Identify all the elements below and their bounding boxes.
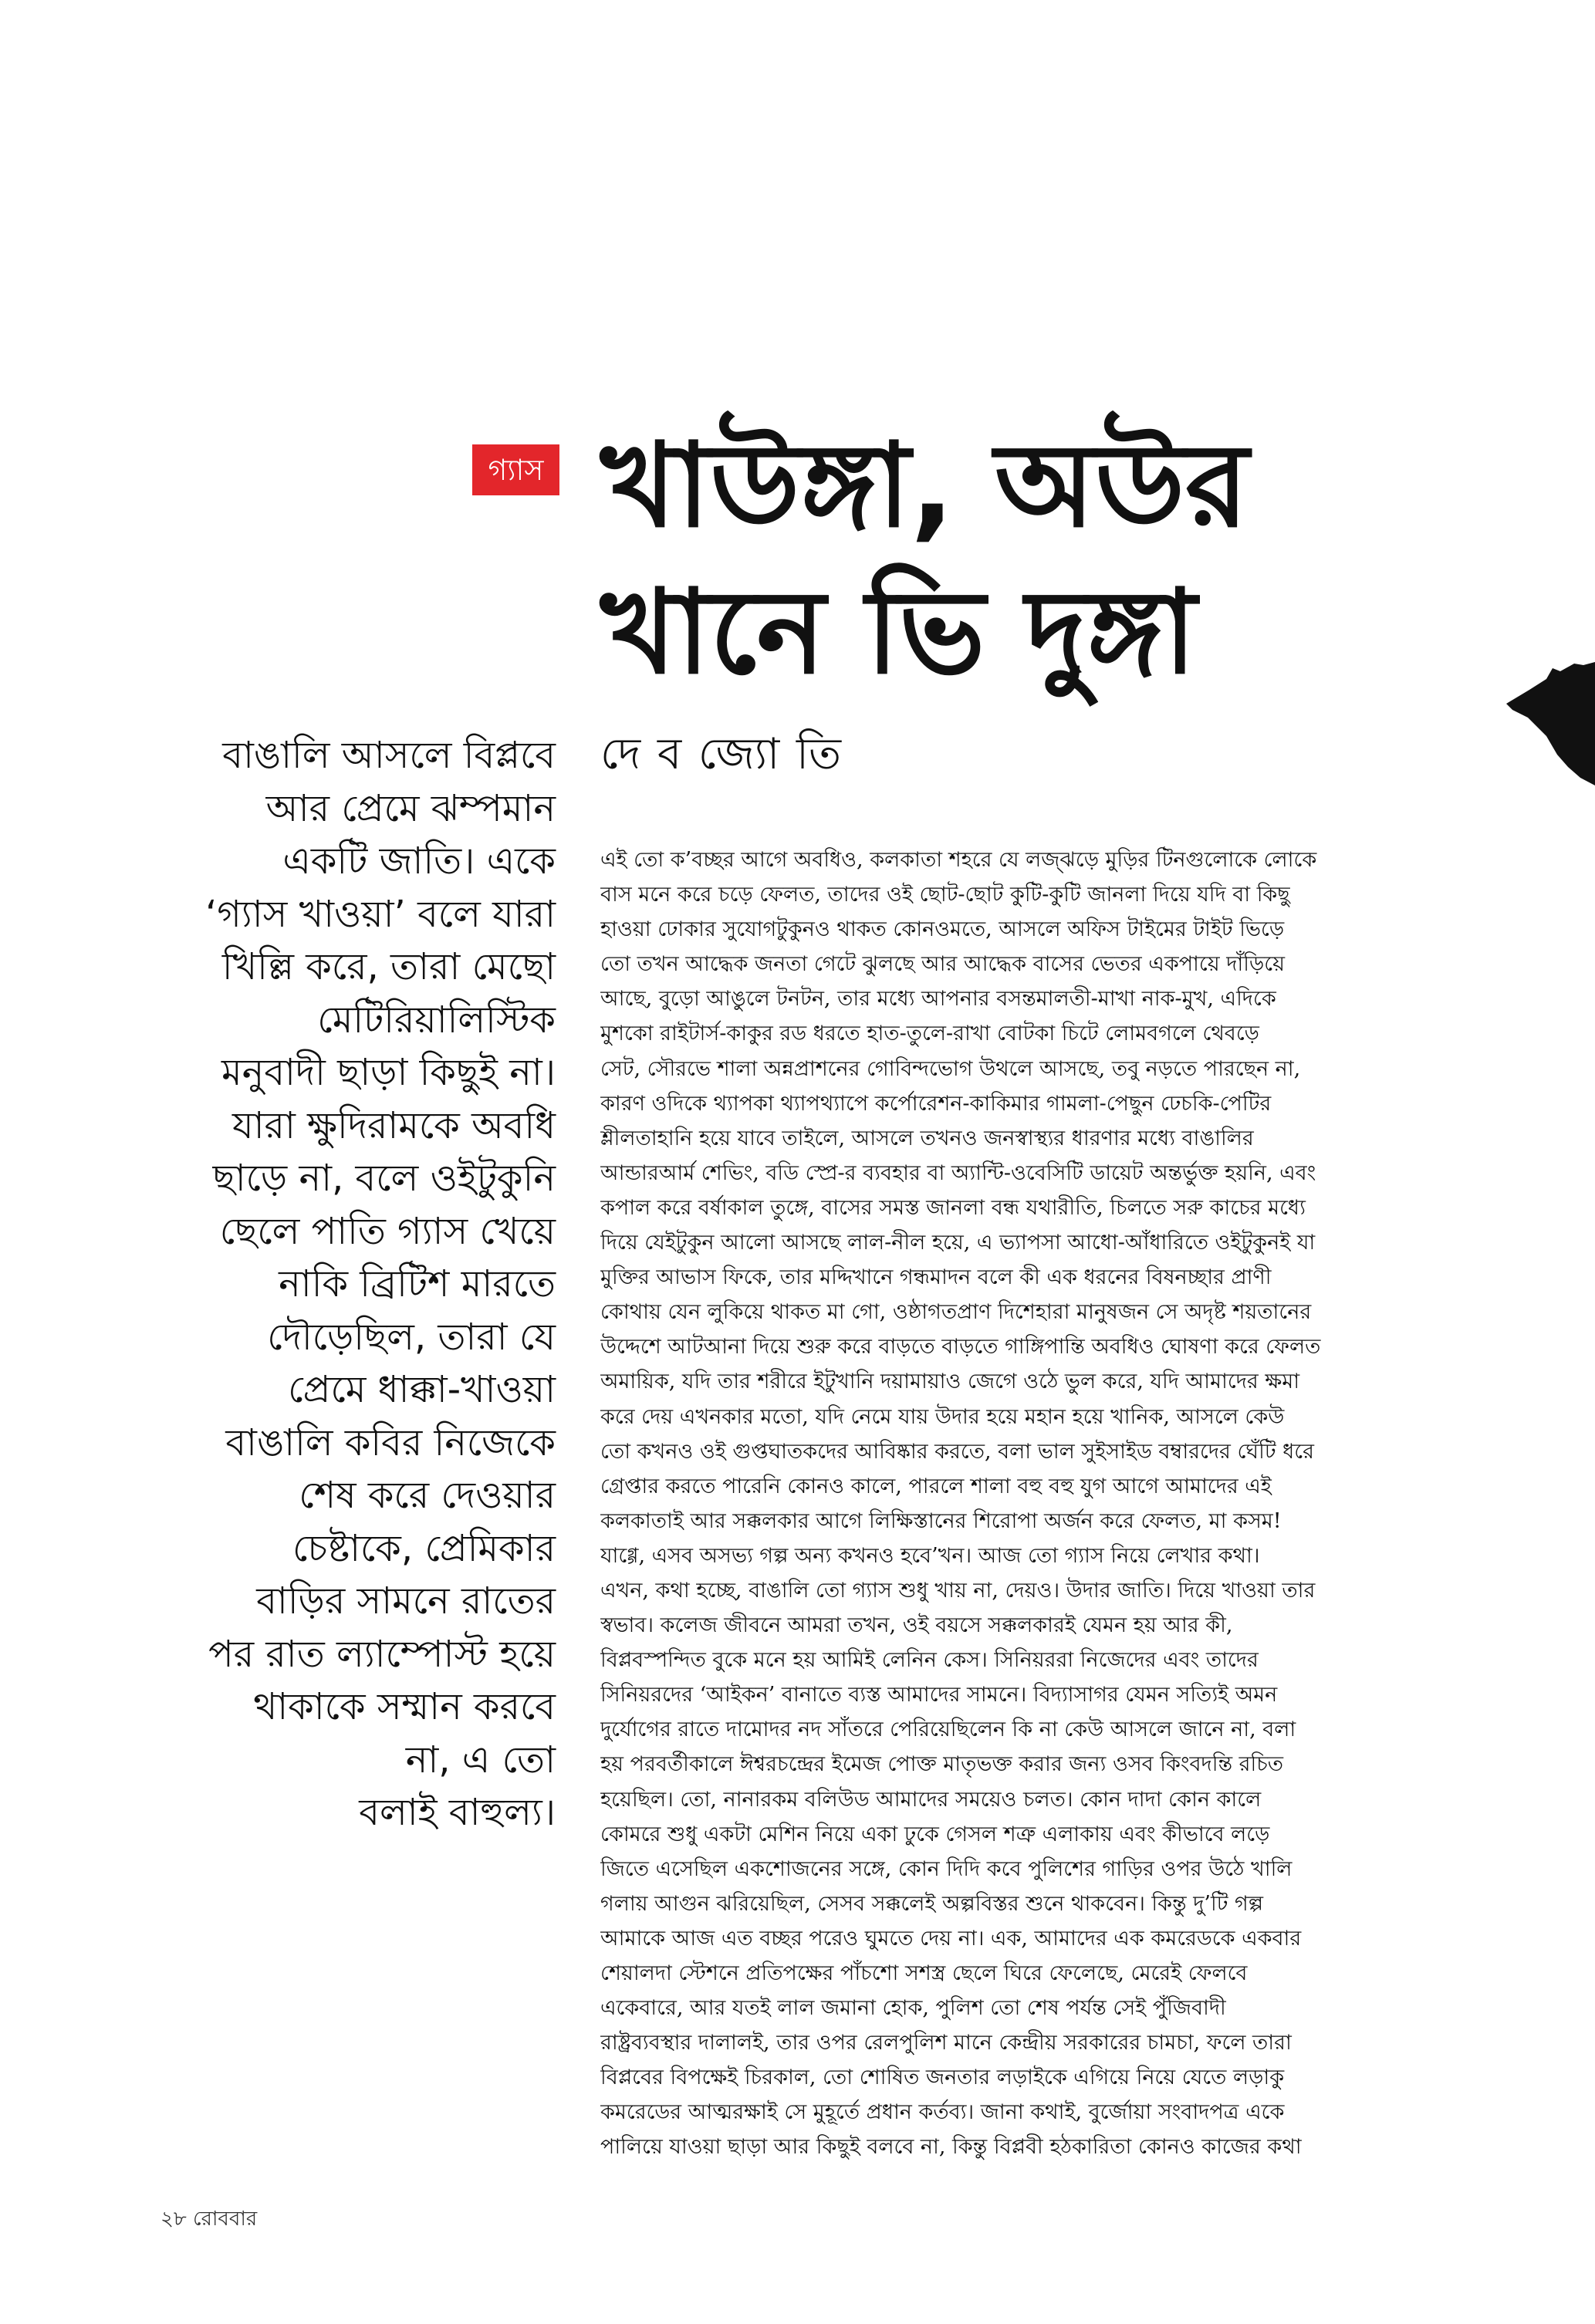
- byline: দে ব জ্যো তি: [600, 729, 843, 779]
- body-line: রাষ্ট্রব্যবস্থার দালালই, তার ওপর রেলপুলিশ মানে কেন্দ্রীয় সরকারের চামচা, ফলে তারা: [600, 2031, 1292, 2055]
- pull-quote-line: না, এ তো: [405, 1738, 556, 1782]
- pull-quote-line: নাকি ব্রিটিশ মারতে: [279, 1262, 556, 1306]
- body-line: এখন, কথা হচ্ছে, বাঙালি তো গ্যাস শুধু খায় না, দেয়ও। উদার জাতি। দিয়ে খাওয়া তার: [600, 1578, 1316, 1603]
- pull-quote-line: চেষ্টাকে, প্রেমিকার: [292, 1526, 556, 1570]
- body-line: আন্ডারআর্ম শেভিং, বডি স্প্রে-র ব্যবহার বা অ্যান্টি-ওবেসিটি ডায়েট অন্তর্ভুক্ত হয়নি, এবং: [600, 1160, 1316, 1185]
- pull-quote-line: বাড়ির সামনে রাতের: [256, 1579, 556, 1623]
- body-line: সেট, সৌরভে শালা অন্নপ্রাশনের গোবিন্দভোগ উথলে আসছে, তবু নড়তে পারছেন না,: [600, 1056, 1301, 1081]
- headline: [600, 413, 1511, 706]
- pull-quote-line: দৌড়েছিল, তারা যে: [267, 1315, 556, 1359]
- body-line: কোথায় যেন লুকিয়ে থাকত মা গো, ওষ্ঠাগতপ্রাণ দিশেহারা মানুষজন সে অদৃষ্ট শয়তানের: [600, 1300, 1312, 1325]
- pull-quote-line: থাকাকে সম্মান করবে: [253, 1685, 556, 1728]
- pull-quote-line: আর প্রেমে ঝম্পমান: [265, 786, 556, 830]
- section-tag: গ্যাস: [472, 444, 559, 495]
- body-line: মুক্তির আভাস ফিকে, তার মদ্দিখানে গন্ধমাদন বলে কী এক ধরনের বিষনচ্ছার প্রাণী: [600, 1265, 1272, 1290]
- pull-quote-line: বাঙালি কবির নিজেকে: [225, 1420, 556, 1464]
- headline-line: খাউঙ্গা, অউর: [600, 419, 1249, 553]
- body-line: হয় পরবর্তীকালে ঈশ্বরচন্দ্রের ইমেজ পোক্ত মাতৃভক্ত করার জন্য ওসব কিংবদন্তি রচিত: [600, 1752, 1284, 1777]
- body-line: তো কখনও ওই গুপ্তঘাতকদের আবিষ্কার করতে, বলা ভাল সুইসাইড বম্বারদের ঘেঁটি ধরে: [600, 1439, 1314, 1464]
- pull-quote-line: বাঙালি আসলে বিপ্লবে: [222, 734, 556, 777]
- article-body: [600, 843, 1435, 2165]
- pull-quote-line: প্রেমে ধাক্কা-খাওয়া: [288, 1368, 556, 1411]
- pull-quote-line: একটি জাতি। একে: [282, 839, 556, 883]
- body-line: হাওয়া ঢোকার সুযোগটুকুনও থাকত কোনওমতে, আসলে অফিস টাইমের টাইট ভিড়ে: [600, 917, 1285, 942]
- body-line: দুর্যোগের রাতে দামোদর নদ সাঁতরে পেরিয়েছিলেন কি না কেউ আসলে জানে না, বলা: [600, 1718, 1296, 1742]
- body-line: সিনিয়রদের ‘আইকন’ বানাতে ব্যস্ত আমাদের সামনে। বিদ্যাসাগর যেমন সত্যিই অমন: [600, 1683, 1278, 1708]
- pull-quote-line: খিল্লি করে, তারা মেছো: [221, 945, 556, 988]
- body-line: বিপ্লবের বিপক্ষেই চিরকাল, তো শোষিত জনতার লড়াইকে এগিয়ে নিয়ে যেতে লড়াকু: [600, 2066, 1285, 2090]
- pull-quote-line: ‘গ্যাস খাওয়া’ বলে যারা: [205, 892, 556, 936]
- pull-quote-line: পর রাত ল্যাম্পোস্ট হয়ে: [208, 1632, 556, 1676]
- body-line: কলকাতাই আর সক্কলকার আগে লিক্ষিস্তানের শিরোপা অর্জন করে ফেলত, মা কসম!: [600, 1508, 1282, 1533]
- body-line: মুশকো রাইটার্স-কাকুর রড ধরতে হাত-তুলে-রাখা বোটকা চিটে লোমবগলে থেবড়ে: [600, 1022, 1259, 1046]
- body-line: কারণ ওদিকে থ্যাপকা থ্যাপথ্যাপে কর্পোরেশন-কাকিমার গামলা-পেছুন ঢেচকি-পেটির: [600, 1091, 1272, 1116]
- page-edge-mark: [1506, 662, 1595, 785]
- body-line: বিপ্লবস্পন্দিত বুকে মনে হয় আমিই লেনিন কেস। সিনিয়ররা নিজেদের এবং তাদের: [600, 1648, 1259, 1673]
- body-line: কমরেডের আত্মরক্ষাই সে মুহূর্তে প্রধান কর্তব্য। জানা কথাই, বুর্জোয়া সংবাদপত্র একে: [600, 2100, 1285, 2125]
- pull-quote-line: শেষ করে দেওয়ার: [299, 1474, 556, 1517]
- pull-quote-line: বলাই বাহুল্য।: [359, 1791, 556, 1834]
- body-line: আছে, বুড়ো আঙুলে টনটন, তার মধ্যে আপনার বসন্তমালতী-মাখা নাক-মুখ, এদিকে: [600, 987, 1276, 1012]
- pull-quote-line: মনুবাদী ছাড়া কিছুই না।: [221, 1051, 556, 1094]
- body-line: উদ্দেশে আটআনা দিয়ে শুরু করে বাড়তে বাড়তে গাঙ্গিপান্তি অবধিও ঘোষণা করে ফেলত: [600, 1335, 1321, 1360]
- body-line: হয়েছিল। তো, নানারকম বলিউড আমাদের সময়েও চলত। কোন দাদা কোন কালে: [600, 1787, 1262, 1812]
- pull-quote-line: ছাড়ে না, বলে ওইটুকুনি: [212, 1157, 556, 1200]
- pull-quote-line: ছেলে পাতি গ্যাস খেয়ে: [219, 1209, 556, 1253]
- body-line: শেয়ালদা স্টেশনে প্রতিপক্ষের পাঁচশো সশস্ত্র ছেলে ঘিরে ফেলেছে, মেরেই ফেলবে: [600, 1961, 1248, 1985]
- body-line: কোমরে শুধু একটা মেশিন নিয়ে একা ঢুকে গেসল শত্রু এলাকায় এবং কীভাবে লড়ে: [600, 1822, 1270, 1846]
- body-line: একেবারে, আর যতই লাল জমানা হোক, পুলিশ তো শেষ পর্যন্ত সেই পুঁজিবাদী: [600, 1996, 1226, 2021]
- body-line: স্বভাব। কলেজ জীবনে আমরা তখন, ওই বয়সে সক্কলকারই যেমন হয় আর কী,: [600, 1613, 1233, 1638]
- body-line: আমাকে আজ এত বচ্ছর পরেও ঘুমতে দেয় না। এক, আমাদের এক কমরেডকে একবার: [600, 1926, 1302, 1951]
- body-line: তো তখন আদ্ধেক জনতা গেটে ঝুলছে আর আদ্ধেক বাসের ভেতর একপায়ে দাঁড়িয়ে: [600, 952, 1285, 977]
- page-folio: ২৮ রোববার: [161, 2207, 258, 2231]
- body-line: দিয়ে যেইটুকুন আলো আসছে লাল-নীল হয়ে, এ ভ্যাপসা আধো-আঁধারিতে ওইটুকুনই যা: [600, 1231, 1316, 1255]
- body-line: গলায় আগুন ঝরিয়েছিল, সেসব সক্কলেই অল্পবিস্তর শুনে থাকবেন। কিন্তু দু’টি গল্প: [600, 1891, 1263, 1916]
- pull-quote-line: মেটিরিয়ালিস্টিক: [317, 998, 556, 1042]
- body-line: পালিয়ে যাওয়া ছাড়া আর কিছুই বলবে না, কিন্তু বিপ্লবী হঠকারিতা কোনও কাজের কথা: [600, 2135, 1302, 2160]
- body-line: গ্রেপ্তার করতে পারেনি কোনও কালে, পারলে শালা বহু বহু যুগ আগে আমাদের এই: [600, 1474, 1272, 1498]
- body-line: বাস মনে করে চড়ে ফেলত, তাদের ওই ছোট-ছোট কুটি-কুটি জানলা দিয়ে যদি বা কিছু: [600, 883, 1290, 907]
- body-line: শ্লীলতাহানি হয়ে যাবে তাইলে, আসলে তখনও জনস্বাস্থ্যর ধারণার মধ্যে বাঙালির: [600, 1126, 1254, 1150]
- body-line: জিতে এসেছিল একশোজনের সঙ্গে, কোন দিদি কবে পুলিশের গাড়ির ওপর উঠে খালি: [600, 1856, 1293, 1881]
- headline-line: খানে ভি দুঙ্গা: [600, 566, 1197, 700]
- body-line: এই তো ক’বচ্ছর আগে অবধিও, কলকাতা শহরে যে লজ্‌ঝড়ে মুড়ির টিনগুলোকে লোকে: [600, 848, 1317, 872]
- pull-quote-line: যারা ক্ষুদিরামকে অবধি: [231, 1103, 556, 1147]
- body-line: অমায়িক, যদি তার শরীরে ইটুখানি দয়ামায়াও জেগে ওঠে ভুল করে, যদি আমাদের ক্ষমা: [600, 1370, 1300, 1394]
- body-line: করে দেয় এখনকার মতো, যদি নেমে যায় উদার হয়ে মহান হয়ে খানিক, আসলে কেউ: [600, 1404, 1285, 1429]
- pull-quote: [147, 729, 556, 1839]
- body-line: কপাল করে বর্ষাকাল তুঙ্গে, বাসের সমস্ত জানলা বন্ধ যথারীতি, চিলতে সরু কাচের মধ্যে: [600, 1195, 1306, 1220]
- body-line: যাগ্গে, এসব অসভ্য গল্প অন্য কখনও হবে’খন। আজ তো গ্যাস নিয়ে লেখার কথা।: [600, 1543, 1260, 1568]
